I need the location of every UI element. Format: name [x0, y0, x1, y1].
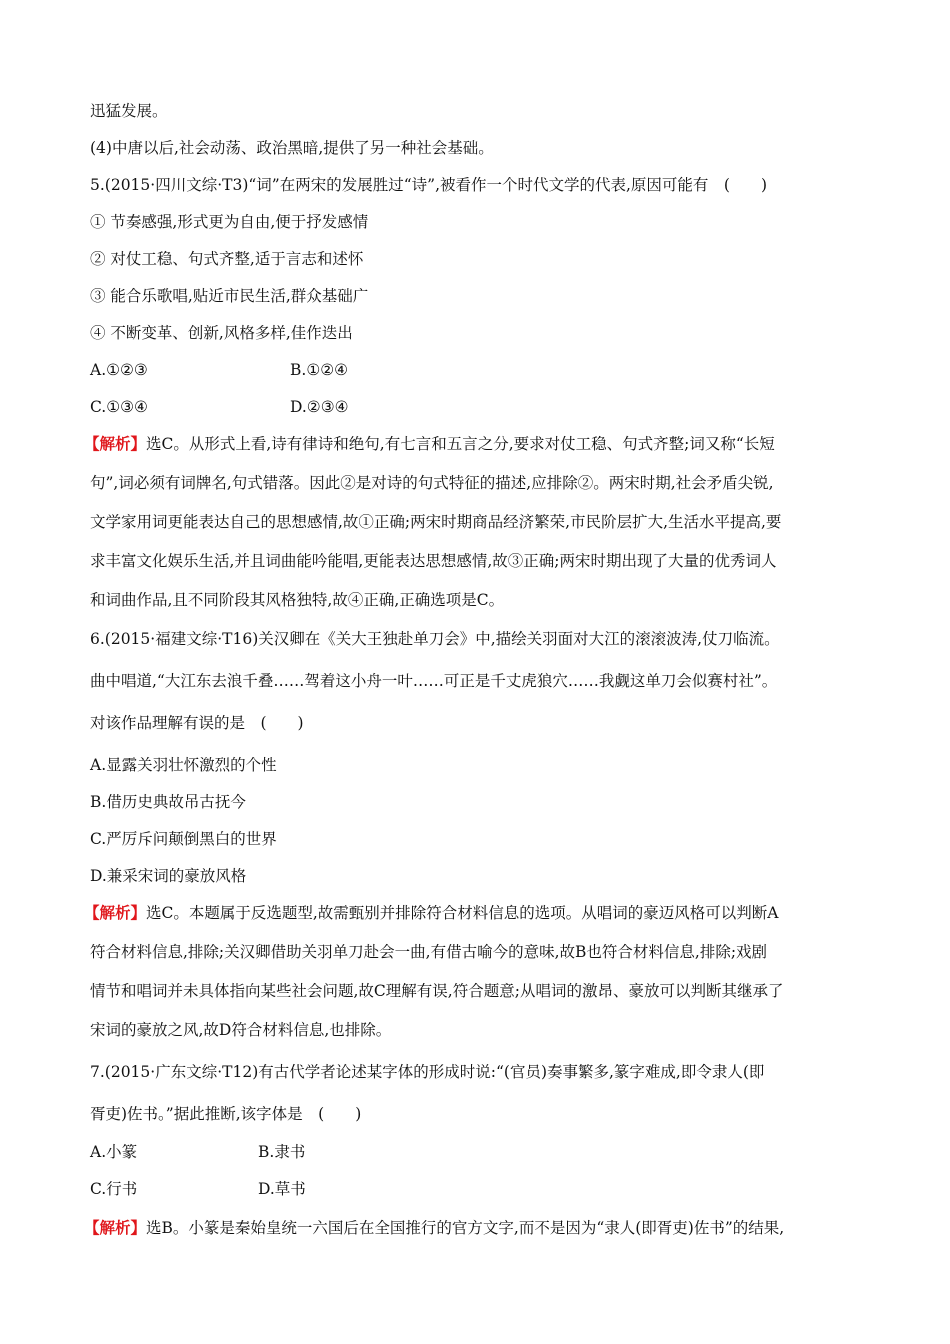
q5-analysis-line	[84, 433, 775, 455]
q6-analysis-line: 宋词的豪放之风,故D符合材料信息,也排除。	[90, 1021, 392, 1039]
q5-analysis-line: 求丰富文化娱乐生活,并且词曲能吟能唱,更能表达思想感情,故③正确;两宋时期出现了大量的优秀词人	[90, 552, 777, 570]
q5-option-d: D.②③④	[290, 398, 349, 416]
q6-analysis-line: 符合材料信息,排除;关汉卿借助关羽单刀赴会一曲,有借古喻今的意味,故B也符合材料信息,排除;戏剧	[90, 943, 768, 961]
analysis-text: 选B。小篆是秦始皇统一六国后在全国推行的官方文字,而不是因为“隶人(即胥吏)佐书”的结果,	[146, 1219, 785, 1237]
q6-analysis-line: 情节和唱词并未具体指向某些社会问题,故C理解有误,符合题意;从唱词的激昂、豪放可以判断其继承了	[90, 982, 784, 1000]
q6-option-a: A.显露关羽壮怀激烈的个性	[90, 756, 277, 774]
analysis-label: 【解析】	[84, 434, 147, 453]
item-2: ② 对仗工稳、句式齐整,适于言志和述怀	[90, 250, 364, 268]
analysis-label: 【解析】	[84, 903, 147, 922]
q7-option-c: C.行书	[90, 1180, 138, 1198]
question-7-stem: 7.(2015·广东文综·T12)有古代学者论述某字体的形成时说:“(官员)奏事繁多,篆字难成,即令隶人(即	[90, 1063, 765, 1081]
item-1: ① 节奏感强,形式更为自由,便于抒发感情	[90, 213, 369, 231]
question-6-stem: 对该作品理解有误的是 ( )	[90, 714, 304, 732]
q7-option-b: B.隶书	[258, 1143, 306, 1161]
q7-option-d: D.草书	[258, 1180, 306, 1198]
q7-analysis-line	[84, 1217, 785, 1239]
q5-option-b: B.①②④	[290, 361, 349, 379]
text-line: 迅猛发展。	[90, 102, 168, 120]
q5-option-c: C.①③④	[90, 398, 148, 416]
text-line: (4)中唐以后,社会动荡、政治黑暗,提供了另一种社会基础。	[90, 139, 494, 157]
question-6-stem: 6.(2015·福建文综·T16)关汉卿在《关大王独赴单刀会》中,描绘关羽面对大江的滚滚波涛,仗刀临流。	[90, 630, 780, 648]
q6-option-c: C.严厉斥问颠倒黑白的世界	[90, 830, 277, 848]
q5-analysis-line: 和词曲作品,且不同阶段其风格独特,故④正确,正确选项是C。	[90, 591, 505, 609]
item-4: ④ 不断变革、创新,风格多样,佳作迭出	[90, 324, 353, 342]
q6-analysis-line	[84, 902, 779, 924]
q6-option-b: B.借历史典故吊古抚今	[90, 793, 246, 811]
q5-option-a: A.①②③	[90, 361, 148, 379]
question-7-stem: 胥吏)佐书。”据此推断,该字体是 ( )	[90, 1105, 362, 1123]
item-3: ③ 能合乐歌唱,贴近市民生活,群众基础广	[90, 287, 369, 305]
q7-option-a: A.小篆	[90, 1143, 138, 1161]
analysis-text: 选C。从形式上看,诗有律诗和绝句,有七言和五言之分,要求对仗工稳、句式齐整;词又称“长短	[146, 435, 775, 453]
q5-analysis-line: 句”,词必须有词牌名,句式错落。因此②是对诗的句式特征的描述,应排除②。两宋时期,社会矛盾尖锐,	[90, 474, 774, 492]
question-5-stem: 5.(2015·四川文综·T3)“词”在两宋的发展胜过“诗”,被看作一个时代文学的代表,原因可能有 ( )	[90, 176, 768, 194]
analysis-label: 【解析】	[84, 1218, 147, 1237]
question-6-stem: 曲中唱道,“大江东去浪千叠……驾着这小舟一叶……可正是千丈虎狼穴……我觑这单刀会似赛村社”。	[90, 672, 778, 690]
analysis-text: 选C。本题属于反选题型,故需甄别并排除符合材料信息的选项。从唱词的豪迈风格可以判断A	[146, 904, 779, 922]
q6-option-d: D.兼采宋词的豪放风格	[90, 867, 247, 885]
q5-analysis-line: 文学家用词更能表达自己的思想感情,故①正确;两宋时期商品经济繁荣,市民阶层扩大,生活水平提高,要	[90, 513, 782, 531]
